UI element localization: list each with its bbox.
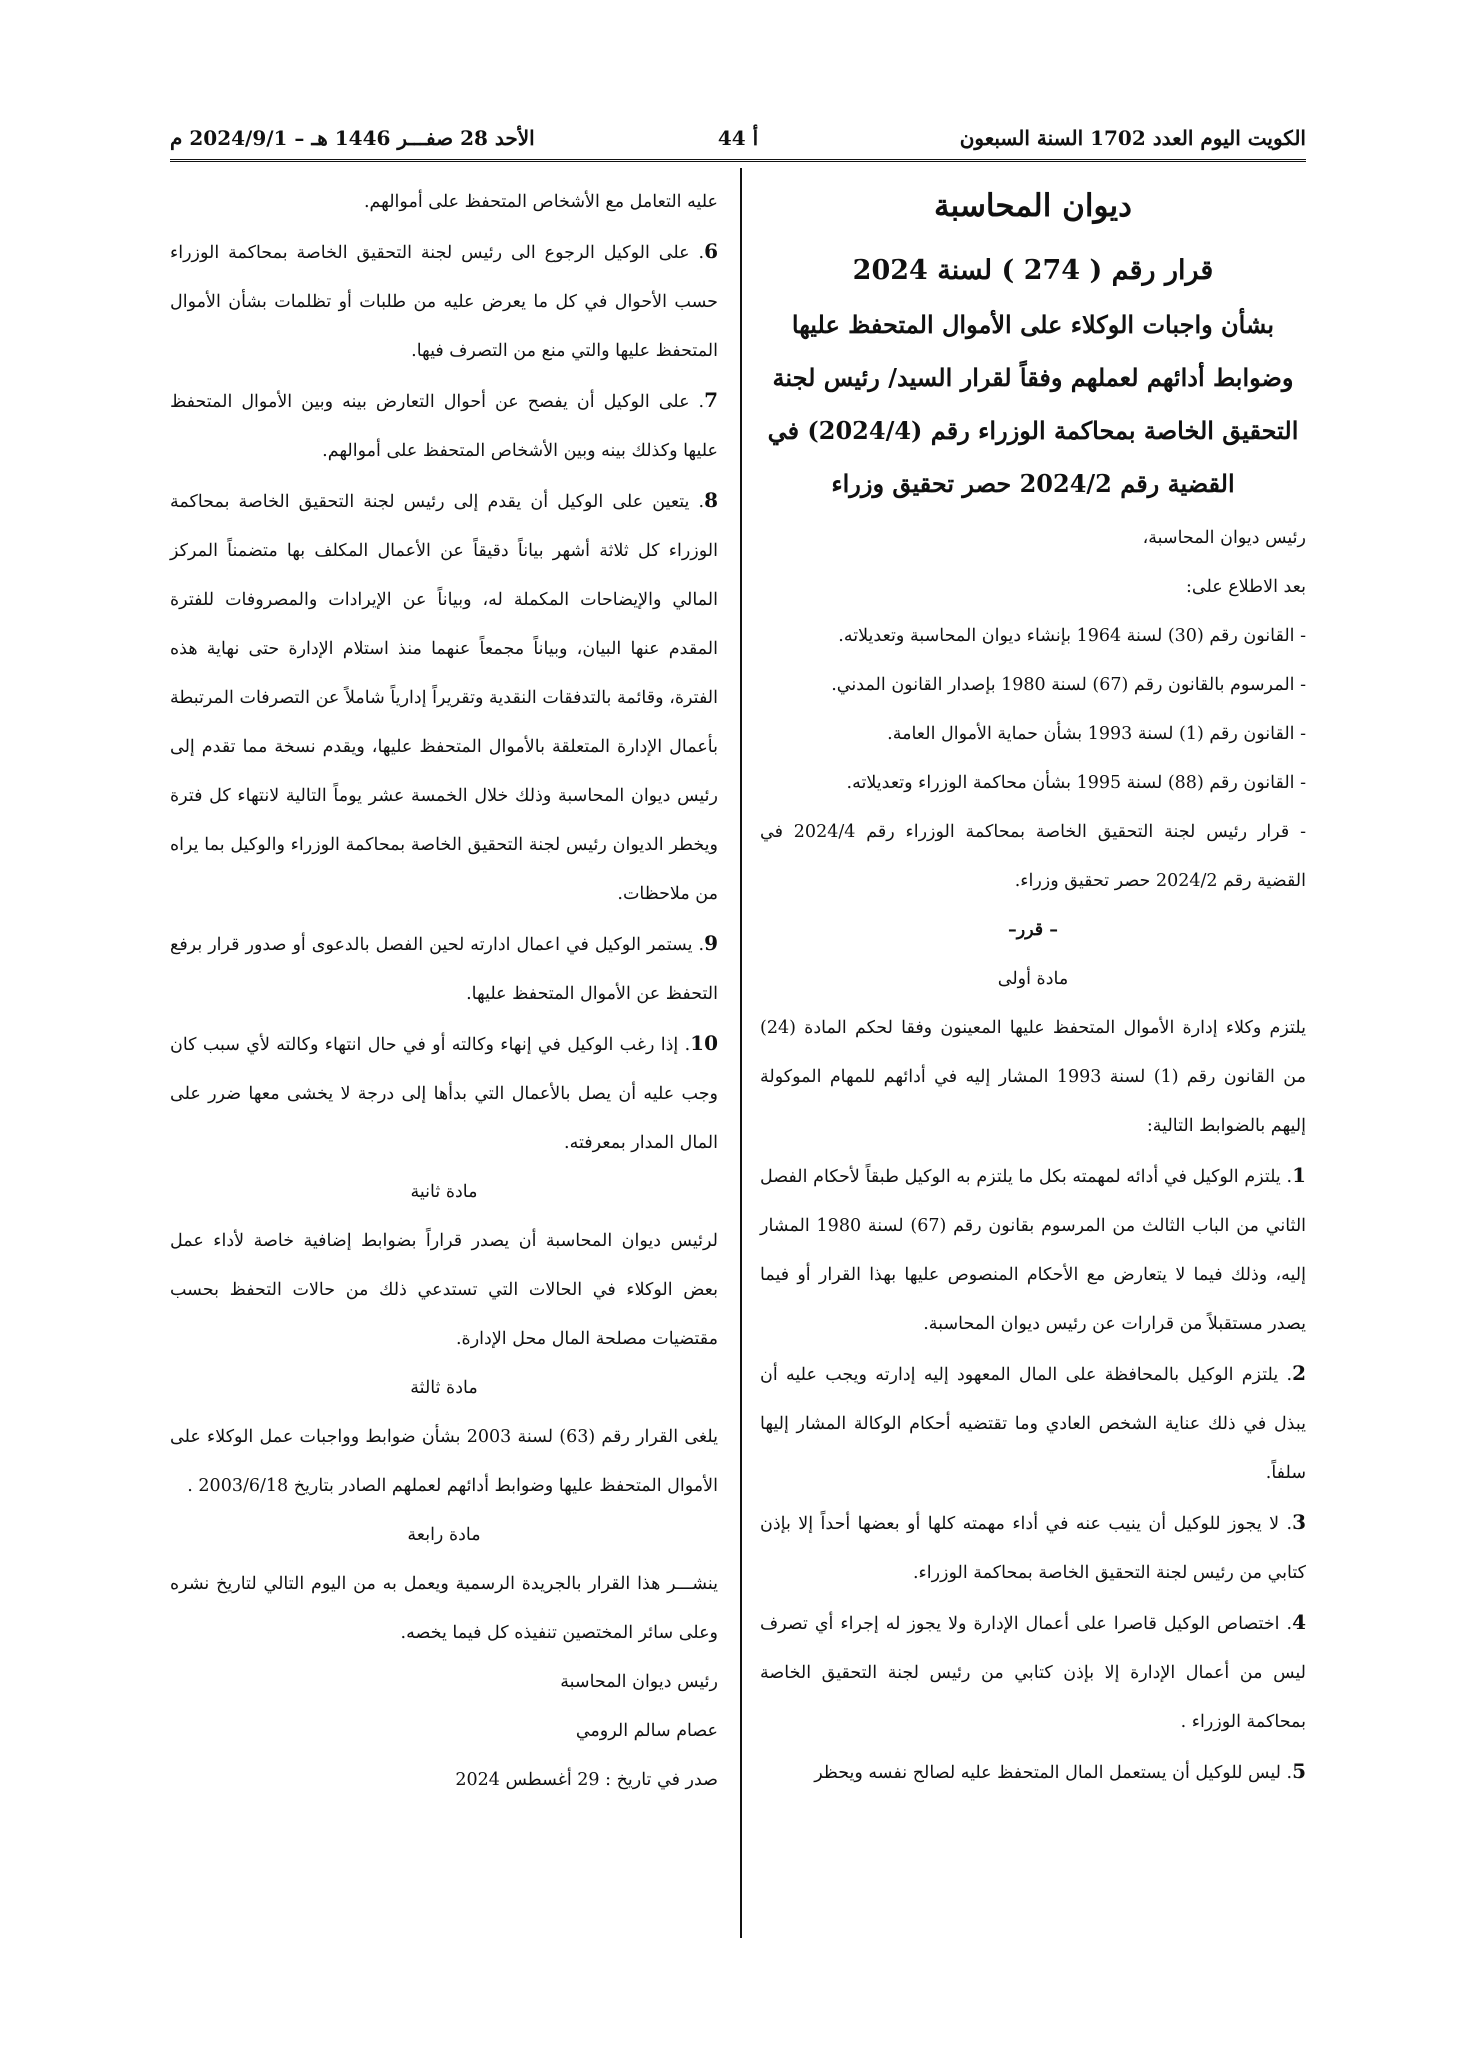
article1-item	[760, 1349, 1306, 1498]
item-number: 9	[704, 931, 718, 955]
right-column	[760, 178, 1306, 1798]
reference-item: - قرار رئيس لجنة التحقيق الخاصة بمحاكمة الوزراء رقم 2024/4 في القضية رقم 2024/2 حصر تحقيق وزراء.	[760, 822, 1307, 891]
page-number: أ 44	[717, 126, 759, 150]
item-number: 4	[1292, 1610, 1306, 1634]
reference-item: - المرسوم بالقانون رقم (67) لسنة 1980 بإصدار القانون المدني.	[831, 675, 1306, 695]
item-text: . على الوكيل أن يفصح عن أحوال التعارض بينه وبين الأموال المتحفظ عليها وكذلك بينه وبين الأشخاص المتحفظ على أموالهم.	[170, 392, 718, 461]
item-text: . يلتزم الوكيل بالمحافظة على المال المعهود إليه إدارته ويجب عليه أن يبذل في ذلك عناية الشخص العادي وما تقتضيه أحكام الوكالة المشار إليها سلفاً.	[760, 1365, 1306, 1483]
article1-item-continued: عليه التعامل مع الأشخاص المتحفظ على أموالهم.	[363, 192, 718, 212]
decides-heading: – قرر–	[1007, 920, 1059, 940]
article4-heading: مادة رابعة	[407, 1525, 481, 1545]
article1-item	[170, 1019, 718, 1168]
article1-item	[760, 1598, 1306, 1747]
item-text: . يتعين على الوكيل أن يقدم إلى رئيس لجنة التحقيق الخاصة بمحاكمة الوزراء كل ثلاثة أشهر بياناً دقيقاً عن الأعمال المكلف بها متضمناً المركز المالي والإيضاحات المكملة له، وبياناً عن الإيرادات والمصروفات للفترة المقدم عنها البيان، وبياناً مجمعاً عنهما منذ استلام الإدارة حتى نهاية هذه الفترة، وقائمة بالتدفقات النقدية وتقريراً إدارياً شاملاً عن التصرفات المرتبطة بأعمال الإدارة المتعلقة بالأموال المتحفظ عليها، ويقدم نسخة مما تقدم إلى رئيس ديوان المحاسبة وذلك خلال الخمسة عشر يوماً التالية لانتهاء كل فترة ويخطر الديوان رئيس لجنة التحقيق الخاصة بمحاكمة الوزراء والوكيل بما يراه من ملاحظات.	[170, 492, 718, 904]
item-number: 3	[1292, 1510, 1306, 1534]
item-number: 1	[1292, 1163, 1306, 1187]
article1-item	[760, 1498, 1306, 1598]
article1-item	[170, 376, 718, 476]
item-number: 2	[1292, 1361, 1306, 1385]
item-text: . ليس للوكيل أن يستعمل المال المتحفظ عليه لصالح نفسه ويحظر	[814, 1763, 1293, 1783]
title-block	[760, 178, 1306, 510]
article1-item	[170, 476, 718, 919]
subject-line: التحقيق الخاصة بمحاكمة الوزراء رقم (2024/4) في	[767, 416, 1299, 445]
item-number: 8	[704, 488, 718, 512]
item-text: . يستمر الوكيل في اعمال ادارته لحين الفصل بالدعوى أو صدور قرار برفع التحفظ عن الأموال المتحفظ عليها.	[170, 935, 718, 1004]
article1-heading: مادة أولى	[997, 969, 1069, 989]
subject-line: القضية رقم 2024/2 حصر تحقيق وزراء	[831, 469, 1235, 498]
article1-item	[760, 1747, 1306, 1798]
subject-line: وضوابط أدائهم لعملهم وفقاً لقرار السيد/ رئيس لجنة	[772, 363, 1294, 392]
subject-line: بشأن واجبات الوكلاء على الأموال المتحفظ عليها	[791, 310, 1275, 339]
item-number: 6	[704, 239, 718, 263]
signature-title: رئيس ديوان المحاسبة	[560, 1672, 718, 1692]
article2-heading: مادة ثانية	[410, 1182, 478, 1202]
issue-info: الكويت اليوم العدد 1702 السنة السبعون	[959, 126, 1306, 150]
item-text: . اختصاص الوكيل قاصرا على أعمال الإدارة ولا يجوز له إجراء أي تصرف ليس من أعمال الإدارة إلا بإذن كتابي من رئيس لجنة التحقيق الخاصة بمحاكمة الوزراء .	[760, 1614, 1306, 1732]
header-rule	[170, 159, 1306, 162]
issue-date-line: صدر في تاريخ : 29 أغسطس 2024	[455, 1770, 718, 1790]
article1-item	[760, 1151, 1306, 1349]
decision-number: قرار رقم ( 274 ) لسنة 2024	[852, 255, 1214, 286]
item-text: . لا يجوز للوكيل أن ينيب عنه في أداء مهمته كلها أو بعضها أحداً إلا بإذن كتابي من رئيس لجنة التحقيق الخاصة بمحاكمة الوزراء.	[760, 1514, 1306, 1583]
item-number: 10	[690, 1031, 718, 1055]
reference-item: - القانون رقم (88) لسنة 1995 بشأن محاكمة الوزراء وتعديلاته.	[846, 773, 1306, 793]
item-text: . على الوكيل الرجوع الى رئيس لجنة التحقيق الخاصة بمحاكمة الوزراء حسب الأحوال في كل ما يعرض عليه من طلبات أو تظلمات بشأن الأموال المتحفظ عليها والتي منع من التصرف فيها.	[170, 243, 718, 361]
reference-item: - القانون رقم (1) لسنة 1993 بشأن حماية الأموال العامة.	[887, 724, 1306, 744]
article3-heading: مادة ثالثة	[410, 1378, 478, 1398]
authority-title: ديوان المحاسبة	[933, 188, 1132, 224]
article1-item	[170, 919, 718, 1019]
reference-item: - القانون رقم (30) لسنة 1964 بإنشاء ديوان المحاسبة وتعديلاته.	[838, 626, 1306, 646]
article2-text: لرئيس ديوان المحاسبة أن يصدر قراراً بضوابط إضافية خاصة لأداء عمل بعض الوكلاء في الحالات التي تستدعي ذلك من حالات التحفظ بحسب مقتضيات مصلحة المال محل الإدارة.	[170, 1231, 718, 1349]
article1-intro: يلتزم وكلاء إدارة الأموال المتحفظ عليها المعينون وفقا لحكم المادة (24) من القانون رقم (1) لسنة 1993 المشار إليه في أدائهم للمهام الموكولة إليهم بالضوابط التالية:	[760, 1018, 1306, 1136]
page-header	[170, 118, 1306, 158]
item-text: . يلتزم الوكيل في أدائه لمهمته بكل ما يلتزم به الوكيل طبقاً لأحكام الفصل الثاني من الباب الثالث من المرسوم بقانون رقم (67) لسنة 1980 المشار إليه، وذلك فيما لا يتعارض مع الأحكام المنصوص عليها بهذا القرار أو فيما يصدر مستقبلاً من قرارات عن رئيس ديوان المحاسبة.	[760, 1167, 1307, 1334]
issue-date: الأحد 28 صفـــر 1446 هـ – 2024/9/1 م	[170, 126, 535, 150]
left-column	[170, 178, 718, 1805]
item-number: 7	[704, 388, 718, 412]
item-text: . إذا رغب الوكيل في إنهاء وكالته أو في حال انتهاء وكالته لأي سبب كان وجب عليه أن يصل بالأعمال التي بدأها إلى درجة لا يخشى معها ضرر على المال المدار بمعرفته.	[170, 1035, 718, 1153]
article4-text: ينشـــر هذا القرار بالجريدة الرسمية ويعمل به من اليوم التالي لتاريخ نشره وعلى سائر المختصين تنفيذه كل فيما يخصه.	[170, 1574, 718, 1643]
issuer: رئيس ديوان المحاسبة،	[1142, 528, 1306, 548]
column-divider	[740, 168, 742, 1938]
article3-text: يلغى القرار رقم (63) لسنة 2003 بشأن ضوابط وواجبات عمل الوكلاء على الأموال المتحفظ عليها وضوابط أدائهم لعملهم الصادر بتاريخ 2003/6/18 .	[170, 1427, 719, 1496]
signature-name: عصام سالم الرومي	[575, 1721, 718, 1741]
item-number: 5	[1292, 1759, 1306, 1783]
after-review: بعد الاطلاع على:	[1186, 577, 1306, 597]
article1-item	[170, 227, 718, 376]
